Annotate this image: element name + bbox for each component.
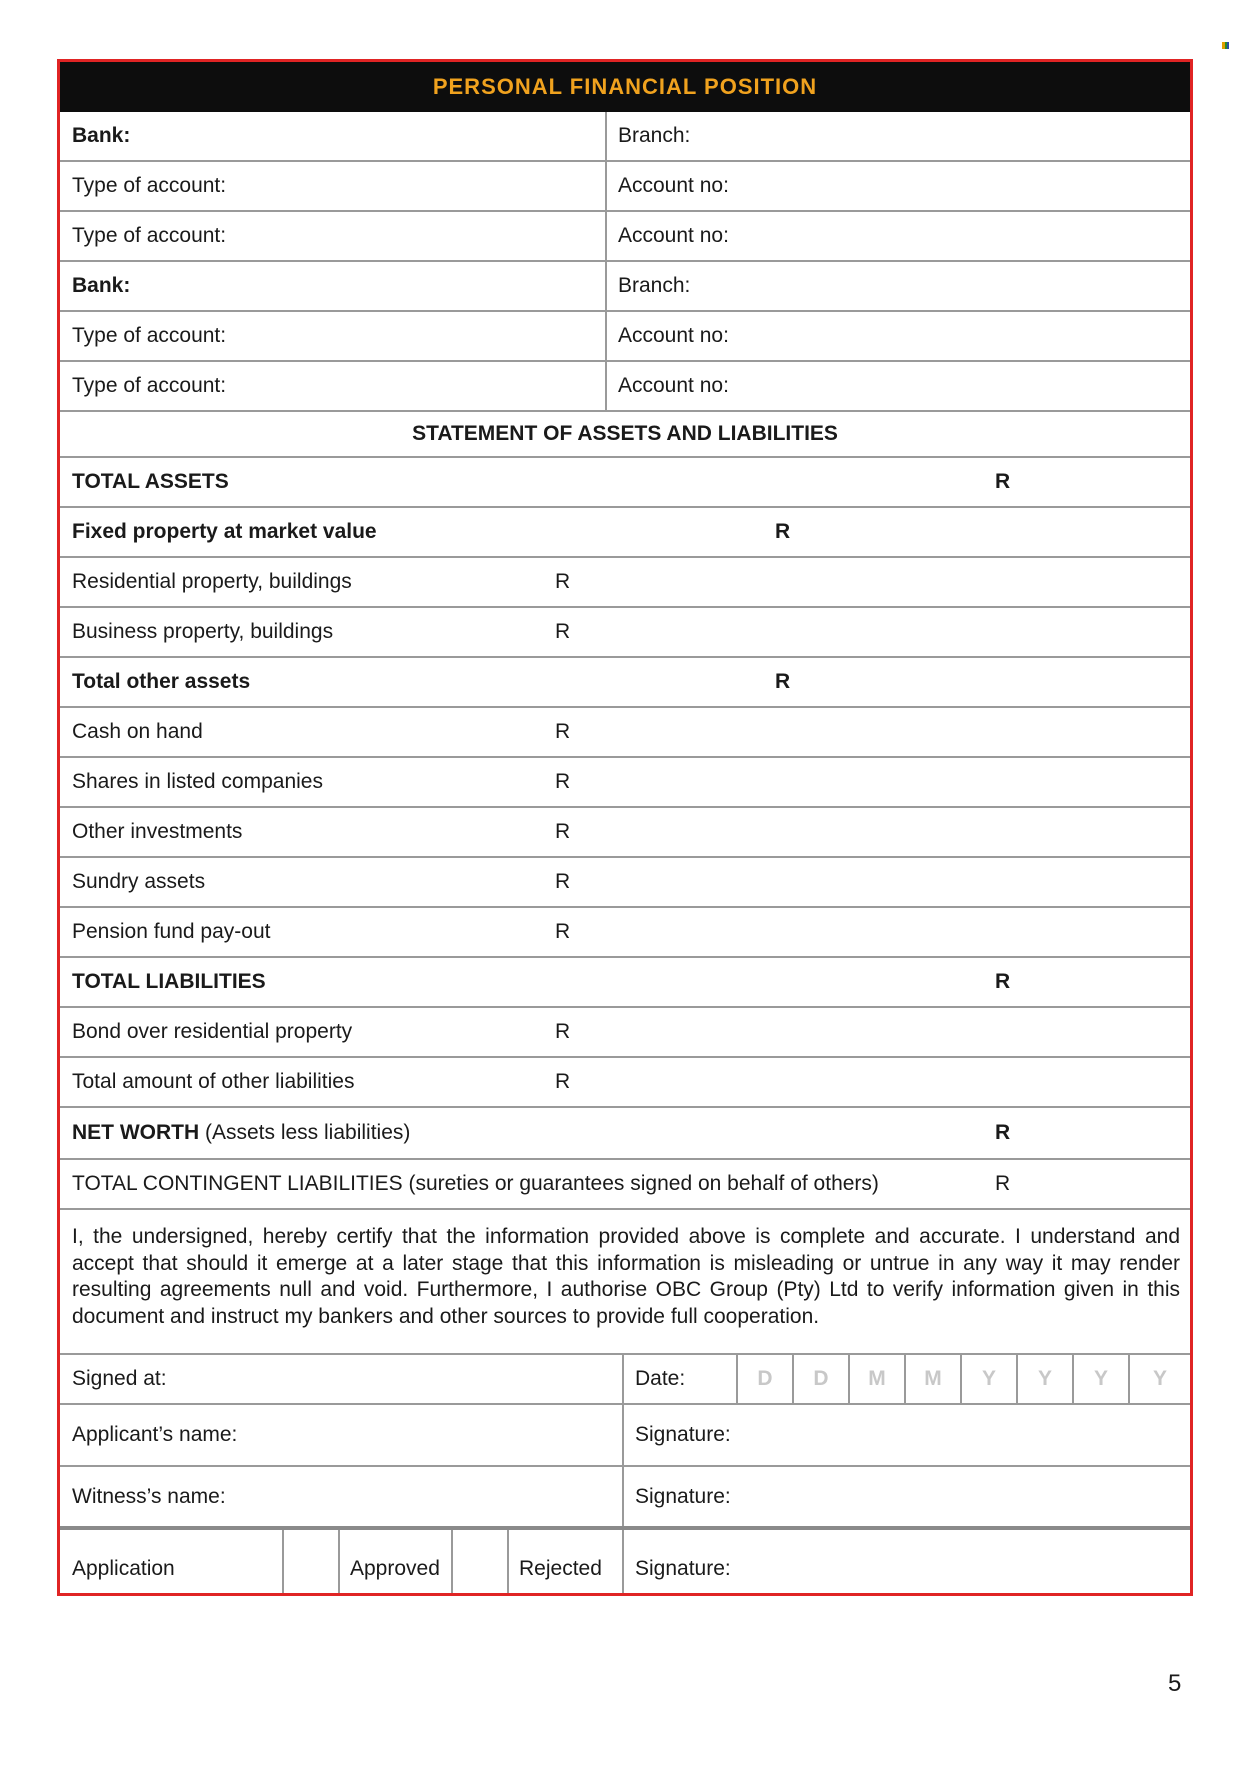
account-type-label: Type of account: [72,174,227,197]
account-row-4[interactable] [60,362,1190,412]
rejected-checkbox[interactable] [507,1530,509,1593]
business-currency: R [555,620,571,643]
bank-label: Bank: [72,274,131,297]
account-number-label: Account no: [618,224,729,247]
account-number-label: Account no: [618,374,729,397]
total-assets-label: TOTAL ASSETS [72,470,229,493]
date-box-m1[interactable]: M [848,1355,904,1403]
account-type-label: Type of account: [72,324,227,347]
approved-checkbox[interactable] [338,1530,340,1593]
form-title: PERSONAL FINANCIAL POSITION [432,74,818,99]
contingent-currency: R [995,1172,1011,1195]
business-label: Business property, buildings [72,620,334,643]
rejected-label: Rejected [519,1556,602,1580]
cash-label: Cash on hand [72,720,203,743]
statement-title: STATEMENT OF ASSETS AND LIABILITIES [412,422,838,445]
signed-at-row[interactable] [60,1355,1190,1405]
date-box-y4[interactable]: Y [1128,1355,1190,1403]
account-number-label: Account no: [618,324,729,347]
date-box-d1[interactable]: D [736,1355,792,1403]
financial-position-form [57,59,1193,1596]
net-worth-subtitle: (Assets less liabilities) [199,1121,411,1144]
bank-row-1[interactable] [60,112,1190,162]
applicant-name-label: Applicant’s name: [72,1423,238,1446]
sundry-currency: R [555,870,571,893]
applicant-row[interactable] [60,1405,1190,1467]
branch-label: Branch: [618,274,691,297]
fixed-property-currency: R [775,520,791,543]
corner-color-mark [1222,36,1229,43]
account-row-1[interactable] [60,162,1190,212]
net-worth-title: NET WORTH [72,1121,200,1144]
form-header [60,62,1190,112]
net-worth-label [72,1108,410,1158]
declaration-text: I, the undersigned, hereby certify that the information provided above is complete and accurate. I understand and accept that should it emerge at a later stage that this information is misleading or untrue in any way it may render resulting agreements null and void. Furthermore, I authorise OBC Group (Pty) Ltd to verify information given in this document and instruct my bankers and other sources to provide full cooperation. [72,1225,1180,1328]
pension-currency: R [555,920,571,943]
account-type-label: Type of account: [72,224,227,247]
date-box-y1[interactable]: Y [960,1355,1016,1403]
total-liabilities-currency: R [995,970,1011,993]
business-row[interactable] [60,608,1190,658]
bank-row-2[interactable] [60,262,1190,312]
total-assets-row[interactable] [60,458,1190,508]
witness-name-label: Witness’s name: [72,1484,226,1508]
contingent-row[interactable] [60,1160,1190,1210]
other-liabilities-row[interactable] [60,1058,1190,1108]
application-label: Application [72,1556,175,1580]
signed-at-label: Signed at: [72,1367,167,1390]
page-number: 5 [1168,1670,1182,1697]
approved-label: Approved [350,1556,440,1580]
account-number-label: Account no: [618,174,729,197]
date-box-y2[interactable]: Y [1016,1355,1072,1403]
total-liabilities-label: TOTAL LIABILITIES [72,970,266,993]
contingent-label: TOTAL CONTINGENT LIABILITIES (sureties or guarantees signed on behalf of others) [72,1172,879,1195]
total-assets-currency: R [995,470,1011,493]
other-investments-row[interactable] [60,808,1190,858]
witness-signature-label: Signature: [635,1484,731,1508]
fixed-property-row[interactable] [60,508,1190,558]
account-row-2[interactable] [60,212,1190,262]
pension-row[interactable] [60,908,1190,958]
other-liabilities-currency: R [555,1070,571,1093]
other-liabilities-label: Total amount of other liabilities [72,1070,355,1093]
residential-row[interactable] [60,558,1190,608]
other-investments-label: Other investments [72,820,243,843]
applicant-signature-label: Signature: [635,1423,731,1446]
total-other-label: Total other assets [72,670,251,693]
pension-label: Pension fund pay-out [72,920,271,943]
shares-label: Shares in listed companies [72,770,323,793]
declaration-block [60,1210,1190,1355]
other-investments-currency: R [555,820,571,843]
bond-currency: R [555,1020,571,1043]
net-worth-currency: R [995,1121,1011,1144]
witness-row[interactable] [60,1467,1190,1530]
date-box-m2[interactable]: M [904,1355,960,1403]
fixed-property-label: Fixed property at market value [72,520,377,543]
account-type-label: Type of account: [72,374,227,397]
cash-row[interactable] [60,708,1190,758]
application-signature-label: Signature: [635,1556,731,1580]
bond-row[interactable] [60,1008,1190,1058]
date-label: Date: [635,1367,686,1390]
sundry-row[interactable] [60,858,1190,908]
residential-label: Residential property, buildings [72,570,352,593]
shares-currency: R [555,770,571,793]
net-worth-row[interactable] [60,1108,1190,1160]
sundry-label: Sundry assets [72,870,206,893]
shares-row[interactable] [60,758,1190,808]
bank-label: Bank: [72,124,131,147]
total-other-currency: R [775,670,791,693]
branch-label: Branch: [618,124,691,147]
total-other-row[interactable] [60,658,1190,708]
application-row[interactable] [60,1530,1190,1593]
total-liabilities-row[interactable] [60,958,1190,1008]
bond-label: Bond over residential property [72,1020,353,1043]
statement-title-row [60,412,1190,458]
date-box-y3[interactable]: Y [1072,1355,1128,1403]
date-box-d2[interactable]: D [792,1355,848,1403]
residential-currency: R [555,570,571,593]
cash-currency: R [555,720,571,743]
account-row-3[interactable] [60,312,1190,362]
